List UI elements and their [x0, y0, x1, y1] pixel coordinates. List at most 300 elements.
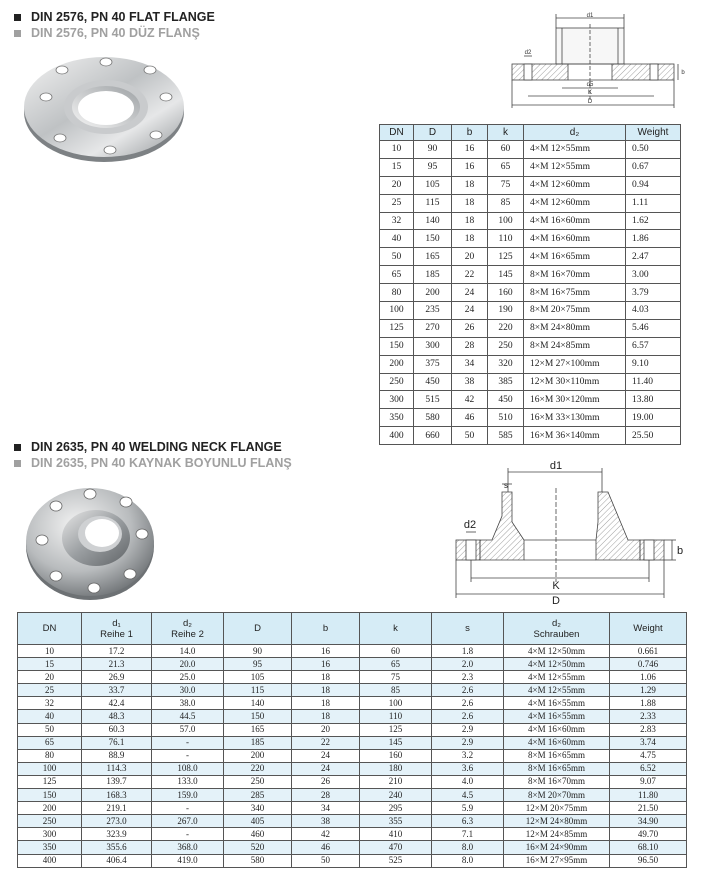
col-header-weight: Weight	[626, 125, 681, 141]
table-cell: 11.80	[610, 789, 687, 802]
table-cell: 1.11	[626, 194, 681, 212]
table-cell: 2.83	[610, 723, 687, 736]
table-cell: 8×M 16×75mm	[524, 284, 626, 302]
table-row	[18, 749, 687, 762]
section1-title-text: DIN 2576, PN 40 FLAT FLANGE	[31, 10, 215, 24]
table-cell: 10	[380, 141, 414, 159]
table-cell: 2.6	[432, 684, 504, 697]
table-cell: 200	[18, 802, 82, 815]
table-row	[380, 176, 681, 194]
table-row	[380, 194, 681, 212]
table-cell: 15	[380, 158, 414, 176]
dim-b-label: b	[681, 70, 685, 76]
table-cell: 18	[292, 684, 360, 697]
table-row	[380, 391, 681, 409]
table-cell: 85	[488, 194, 524, 212]
table-cell: 2.3	[432, 671, 504, 684]
table-cell: 14.0	[152, 645, 224, 658]
table-cell: 65	[18, 736, 82, 749]
table-row	[380, 230, 681, 248]
col-header-main: d₂	[552, 617, 561, 629]
table-cell: 125	[488, 248, 524, 266]
table-cell: 8.0	[432, 841, 504, 854]
table-cell: 150	[380, 337, 414, 355]
table-cell: 20.0	[152, 658, 224, 671]
dim-b-label: b	[676, 545, 684, 557]
dim-d2-label: d2	[524, 50, 532, 56]
table-cell: 250	[380, 373, 414, 391]
table-cell: 4×M 16×55mm	[504, 697, 610, 710]
table-cell: 419.0	[152, 854, 224, 867]
table-cell: 250	[18, 815, 82, 828]
table-cell: 3.00	[626, 266, 681, 284]
dim-d5-label: d5	[586, 82, 594, 88]
table-cell: 12×M 30×110mm	[524, 373, 626, 391]
table-cell: 3.79	[626, 284, 681, 302]
table-cell: 34	[452, 355, 488, 373]
col-header-d2: d₂	[524, 125, 626, 141]
table-cell: 385	[488, 373, 524, 391]
welding-neck-flange-photo	[22, 482, 162, 602]
table-cell: 405	[224, 815, 292, 828]
table-cell: 24	[452, 302, 488, 320]
table-cell: 18	[452, 194, 488, 212]
flat-flange-drawing	[500, 8, 685, 112]
section1-subtitle-text: DIN 2576, PN 40 DÜZ FLANŞ	[31, 26, 200, 40]
table-cell: 75	[360, 671, 432, 684]
table-cell: 8.0	[432, 854, 504, 867]
table-cell: 150	[224, 710, 292, 723]
table-cell: 0.50	[626, 141, 681, 159]
col-header-main: s	[465, 623, 470, 634]
table-cell: 350	[18, 841, 82, 854]
table-cell: 140	[224, 697, 292, 710]
table-cell: 340	[224, 802, 292, 815]
table-cell: 4.5	[432, 789, 504, 802]
table-row	[18, 789, 687, 802]
table-cell: 50	[380, 248, 414, 266]
table-cell: 115	[414, 194, 452, 212]
table-cell: 20	[292, 723, 360, 736]
table-cell: 46	[292, 841, 360, 854]
table-row	[380, 409, 681, 427]
table-cell: 18	[452, 212, 488, 230]
table-cell: 585	[488, 427, 524, 445]
table-row	[18, 671, 687, 684]
col-header-b: b	[452, 125, 488, 141]
table-cell: 57.0	[152, 723, 224, 736]
table-cell: 115	[224, 684, 292, 697]
col-header-k: k	[488, 125, 524, 141]
dim-d1-label: d1	[586, 13, 594, 19]
table-cell: 6.3	[432, 815, 504, 828]
table-cell: 165	[414, 248, 452, 266]
table-cell: 200	[414, 284, 452, 302]
col-header-main: k	[393, 623, 398, 634]
table-cell: 22	[292, 736, 360, 749]
col-header-dn: DN	[380, 125, 414, 141]
table-cell: 38	[292, 815, 360, 828]
table-cell: 4×M 12×55mm	[524, 141, 626, 159]
table-cell: 90	[224, 645, 292, 658]
dim-D-label: D	[552, 595, 560, 604]
table-cell: 4×M 12×50mm	[504, 658, 610, 671]
table-cell: 2.6	[432, 697, 504, 710]
table-cell: 140	[414, 212, 452, 230]
table-cell: 16	[292, 658, 360, 671]
table-cell: 38	[452, 373, 488, 391]
dim-s-label: s	[504, 481, 508, 490]
table-cell: 8×M 16×70mm	[524, 266, 626, 284]
table-cell: 4×M 16×55mm	[504, 710, 610, 723]
table-cell: 235	[414, 302, 452, 320]
table-cell: 110	[488, 230, 524, 248]
table-cell: 8×M 24×85mm	[524, 337, 626, 355]
table-cell: 200	[224, 749, 292, 762]
table-cell: 470	[360, 841, 432, 854]
table-cell: 65	[360, 658, 432, 671]
table-cell: 1.8	[432, 645, 504, 658]
table-cell: 28	[292, 789, 360, 802]
table-cell: 60	[360, 645, 432, 658]
table-cell: 80	[18, 749, 82, 762]
table-cell: 17.2	[82, 645, 152, 658]
table-cell: 108.0	[152, 762, 224, 775]
table-cell: 4×M 16×60mm	[524, 230, 626, 248]
table-cell: 0.67	[626, 158, 681, 176]
table-cell: 20	[380, 176, 414, 194]
table-cell: 95	[414, 158, 452, 176]
table-cell: 34.90	[610, 815, 687, 828]
table-cell: 8×M 16×65mm	[504, 749, 610, 762]
table-row	[18, 736, 687, 749]
col-header-sub: Schrauben	[533, 628, 580, 640]
table-cell: 220	[488, 319, 524, 337]
table-cell: -	[152, 802, 224, 815]
table-row	[18, 815, 687, 828]
table-cell: 105	[224, 671, 292, 684]
table-cell: 0.746	[610, 658, 687, 671]
table-cell: 375	[414, 355, 452, 373]
table-cell: 165	[224, 723, 292, 736]
table-cell: 400	[380, 427, 414, 445]
table-row	[380, 355, 681, 373]
dim-D-label: D	[587, 99, 593, 105]
table-cell: 2.9	[432, 723, 504, 736]
table-row	[380, 427, 681, 445]
table-cell: 350	[380, 409, 414, 427]
table-cell: 139.7	[82, 775, 152, 788]
table-cell: 3.2	[432, 749, 504, 762]
table-cell: 26	[292, 775, 360, 788]
table-cell: 4×M 12×55mm	[504, 684, 610, 697]
table-cell: 0.94	[626, 176, 681, 194]
welding-neck-flange-table	[17, 612, 687, 868]
table-cell: 100	[380, 302, 414, 320]
table-row	[380, 284, 681, 302]
table-cell: 96.50	[610, 854, 687, 867]
dim-k-label: K	[552, 580, 560, 592]
table-cell: 10	[18, 645, 82, 658]
table-row	[380, 319, 681, 337]
table-cell: 9.07	[610, 775, 687, 788]
table-row	[380, 158, 681, 176]
table-cell: 44.5	[152, 710, 224, 723]
table-cell: 185	[414, 266, 452, 284]
table-cell: 0.661	[610, 645, 687, 658]
col-header-main: d₁	[112, 617, 121, 629]
table-cell: 9.10	[626, 355, 681, 373]
col-header	[82, 613, 152, 645]
col-header	[432, 613, 504, 645]
table-cell: 6.52	[610, 762, 687, 775]
table-cell: 4.0	[432, 775, 504, 788]
table-cell: 460	[224, 828, 292, 841]
table-cell: 100	[488, 212, 524, 230]
col-header	[610, 613, 687, 645]
table-row	[18, 854, 687, 867]
table-cell: 26	[452, 319, 488, 337]
table-cell: 1.62	[626, 212, 681, 230]
table-cell: 5.9	[432, 802, 504, 815]
dim-d1-label: d1	[549, 460, 563, 472]
table-row	[18, 684, 687, 697]
section2-title	[14, 440, 282, 454]
col-header-main: b	[322, 623, 329, 634]
table-cell: 5.46	[626, 319, 681, 337]
table-cell: 16×M 30×120mm	[524, 391, 626, 409]
table-cell: 40	[380, 230, 414, 248]
table-cell: 80	[380, 284, 414, 302]
table-cell: 40	[18, 710, 82, 723]
table-cell: 25.0	[152, 671, 224, 684]
table-row	[380, 373, 681, 391]
col-header-D: D	[414, 125, 452, 141]
table-cell: 16	[292, 645, 360, 658]
table-cell: 320	[488, 355, 524, 373]
col-header-main: Weight	[633, 623, 663, 634]
table-cell: 12×M 24×80mm	[504, 815, 610, 828]
table-cell: 8×M 16×65mm	[504, 762, 610, 775]
table-row	[380, 141, 681, 159]
table-row	[18, 697, 687, 710]
table-cell: 270	[414, 319, 452, 337]
table-cell: 510	[488, 409, 524, 427]
table-cell: 190	[488, 302, 524, 320]
col-header-sub: Reihe 2	[171, 628, 204, 640]
table-cell: 295	[360, 802, 432, 815]
table-cell: 150	[18, 789, 82, 802]
table-cell: 8×M 16×70mm	[504, 775, 610, 788]
table-cell: 65	[488, 158, 524, 176]
table-cell: 520	[224, 841, 292, 854]
table-cell: 160	[488, 284, 524, 302]
table-cell: 42	[292, 828, 360, 841]
table-cell: 2.9	[432, 736, 504, 749]
col-header	[152, 613, 224, 645]
table-cell: 2.6	[432, 710, 504, 723]
table-cell: 660	[414, 427, 452, 445]
table-cell: 16	[452, 141, 488, 159]
table-cell: 2.33	[610, 710, 687, 723]
table-cell: 105	[414, 176, 452, 194]
table-cell: 18	[292, 697, 360, 710]
table-cell: 38.0	[152, 697, 224, 710]
table-cell: 26.9	[82, 671, 152, 684]
table-cell: 7.1	[432, 828, 504, 841]
table-cell: -	[152, 828, 224, 841]
section2-subtitle-text: DIN 2635, PN 40 KAYNAK BOYUNLU FLANŞ	[31, 456, 292, 470]
table-header-row	[380, 125, 681, 141]
table-cell: -	[152, 736, 224, 749]
table-cell: 100	[18, 762, 82, 775]
table-cell: 267.0	[152, 815, 224, 828]
table-cell: 50	[452, 427, 488, 445]
table-cell: 220	[224, 762, 292, 775]
col-header	[18, 613, 82, 645]
table-cell: 580	[224, 854, 292, 867]
table-cell: 33.7	[82, 684, 152, 697]
table-cell: 133.0	[152, 775, 224, 788]
table-cell: 4×M 12×60mm	[524, 194, 626, 212]
table-cell: 450	[414, 373, 452, 391]
table-cell: 22	[452, 266, 488, 284]
table-cell: 25.50	[626, 427, 681, 445]
table-cell: 18	[292, 710, 360, 723]
table-cell: 8×M 24×80mm	[524, 319, 626, 337]
table-cell: 406.4	[82, 854, 152, 867]
table-cell: 60.3	[82, 723, 152, 736]
col-header-main: d₂	[183, 617, 192, 629]
table-cell: 16×M 33×130mm	[524, 409, 626, 427]
table-cell: 50	[292, 854, 360, 867]
table-row	[18, 841, 687, 854]
table-cell: 18	[452, 176, 488, 194]
table-row	[18, 828, 687, 841]
section2-subtitle	[14, 456, 292, 470]
table-cell: 16×M 36×140mm	[524, 427, 626, 445]
table-cell: 24	[292, 762, 360, 775]
table-cell: 46	[452, 409, 488, 427]
table-cell: 30.0	[152, 684, 224, 697]
table-cell: 150	[414, 230, 452, 248]
section2-title-text: DIN 2635, PN 40 WELDING NECK FLANGE	[31, 440, 282, 454]
table-cell: 240	[360, 789, 432, 802]
table-cell: 273.0	[82, 815, 152, 828]
table-cell: 145	[488, 266, 524, 284]
table-cell: 12×M 20×75mm	[504, 802, 610, 815]
bullet-square-icon	[14, 460, 21, 467]
section1-title	[14, 10, 215, 24]
table-cell: 4×M 12×55mm	[524, 158, 626, 176]
col-header-sub: Reihe 1	[100, 628, 133, 640]
table-cell: 24	[452, 284, 488, 302]
table-cell: 15	[18, 658, 82, 671]
table-cell: 1.88	[610, 697, 687, 710]
table-row	[18, 645, 687, 658]
table-cell: 285	[224, 789, 292, 802]
table-cell: 125	[18, 775, 82, 788]
table-row	[380, 266, 681, 284]
table-cell: 16×M 24×90mm	[504, 841, 610, 854]
table-cell: 159.0	[152, 789, 224, 802]
table-cell: 68.10	[610, 841, 687, 854]
table-cell: 180	[360, 762, 432, 775]
table-cell: 580	[414, 409, 452, 427]
table-cell: 400	[18, 854, 82, 867]
table-row	[18, 802, 687, 815]
table-header-row	[18, 613, 687, 645]
table-cell: 25	[18, 684, 82, 697]
table-cell: 13.80	[626, 391, 681, 409]
table-cell: 20	[18, 671, 82, 684]
table-row	[380, 337, 681, 355]
table-cell: 114.3	[82, 762, 152, 775]
table-cell: 250	[488, 337, 524, 355]
table-cell: 4×M 12×50mm	[504, 645, 610, 658]
dim-d2-label: d2	[463, 519, 477, 531]
table-cell: 525	[360, 854, 432, 867]
table-cell: 8×M 20×70mm	[504, 789, 610, 802]
table-cell: 20	[452, 248, 488, 266]
table-cell: 219.1	[82, 802, 152, 815]
table-cell: 6.57	[626, 337, 681, 355]
col-header	[360, 613, 432, 645]
table-cell: 4×M 12×60mm	[524, 176, 626, 194]
table-cell: 4×M 16×65mm	[524, 248, 626, 266]
table-row	[18, 775, 687, 788]
table-cell: 185	[224, 736, 292, 749]
table-row	[380, 212, 681, 230]
table-row	[18, 710, 687, 723]
table-cell: 65	[380, 266, 414, 284]
table-cell: 323.9	[82, 828, 152, 841]
table-cell: 300	[380, 391, 414, 409]
col-header	[224, 613, 292, 645]
table-cell: 16	[452, 158, 488, 176]
table-cell: 4×M 16×60mm	[524, 212, 626, 230]
table-cell: 32	[380, 212, 414, 230]
table-cell: 168.3	[82, 789, 152, 802]
table-cell: 16×M 27×95mm	[504, 854, 610, 867]
table-cell: 12×M 24×85mm	[504, 828, 610, 841]
table-cell: 24	[292, 749, 360, 762]
table-cell: 1.29	[610, 684, 687, 697]
table-cell: 200	[380, 355, 414, 373]
table-cell: 28	[452, 337, 488, 355]
table-cell: 515	[414, 391, 452, 409]
table-cell: 18	[292, 671, 360, 684]
table-cell: 85	[360, 684, 432, 697]
table-cell: 3.74	[610, 736, 687, 749]
table-row	[18, 658, 687, 671]
table-cell: 300	[414, 337, 452, 355]
col-header-main: DN	[42, 623, 57, 634]
table-cell: 145	[360, 736, 432, 749]
table-cell: 210	[360, 775, 432, 788]
table-cell: 2.0	[432, 658, 504, 671]
table-cell: 95	[224, 658, 292, 671]
table-cell: 125	[360, 723, 432, 736]
table-row	[380, 248, 681, 266]
table-cell: 4×M 16×60mm	[504, 736, 610, 749]
table-cell: 88.9	[82, 749, 152, 762]
table-cell: 21.3	[82, 658, 152, 671]
table-row	[380, 302, 681, 320]
table-cell: 4.03	[626, 302, 681, 320]
table-cell: 25	[380, 194, 414, 212]
section1-subtitle	[14, 26, 200, 40]
